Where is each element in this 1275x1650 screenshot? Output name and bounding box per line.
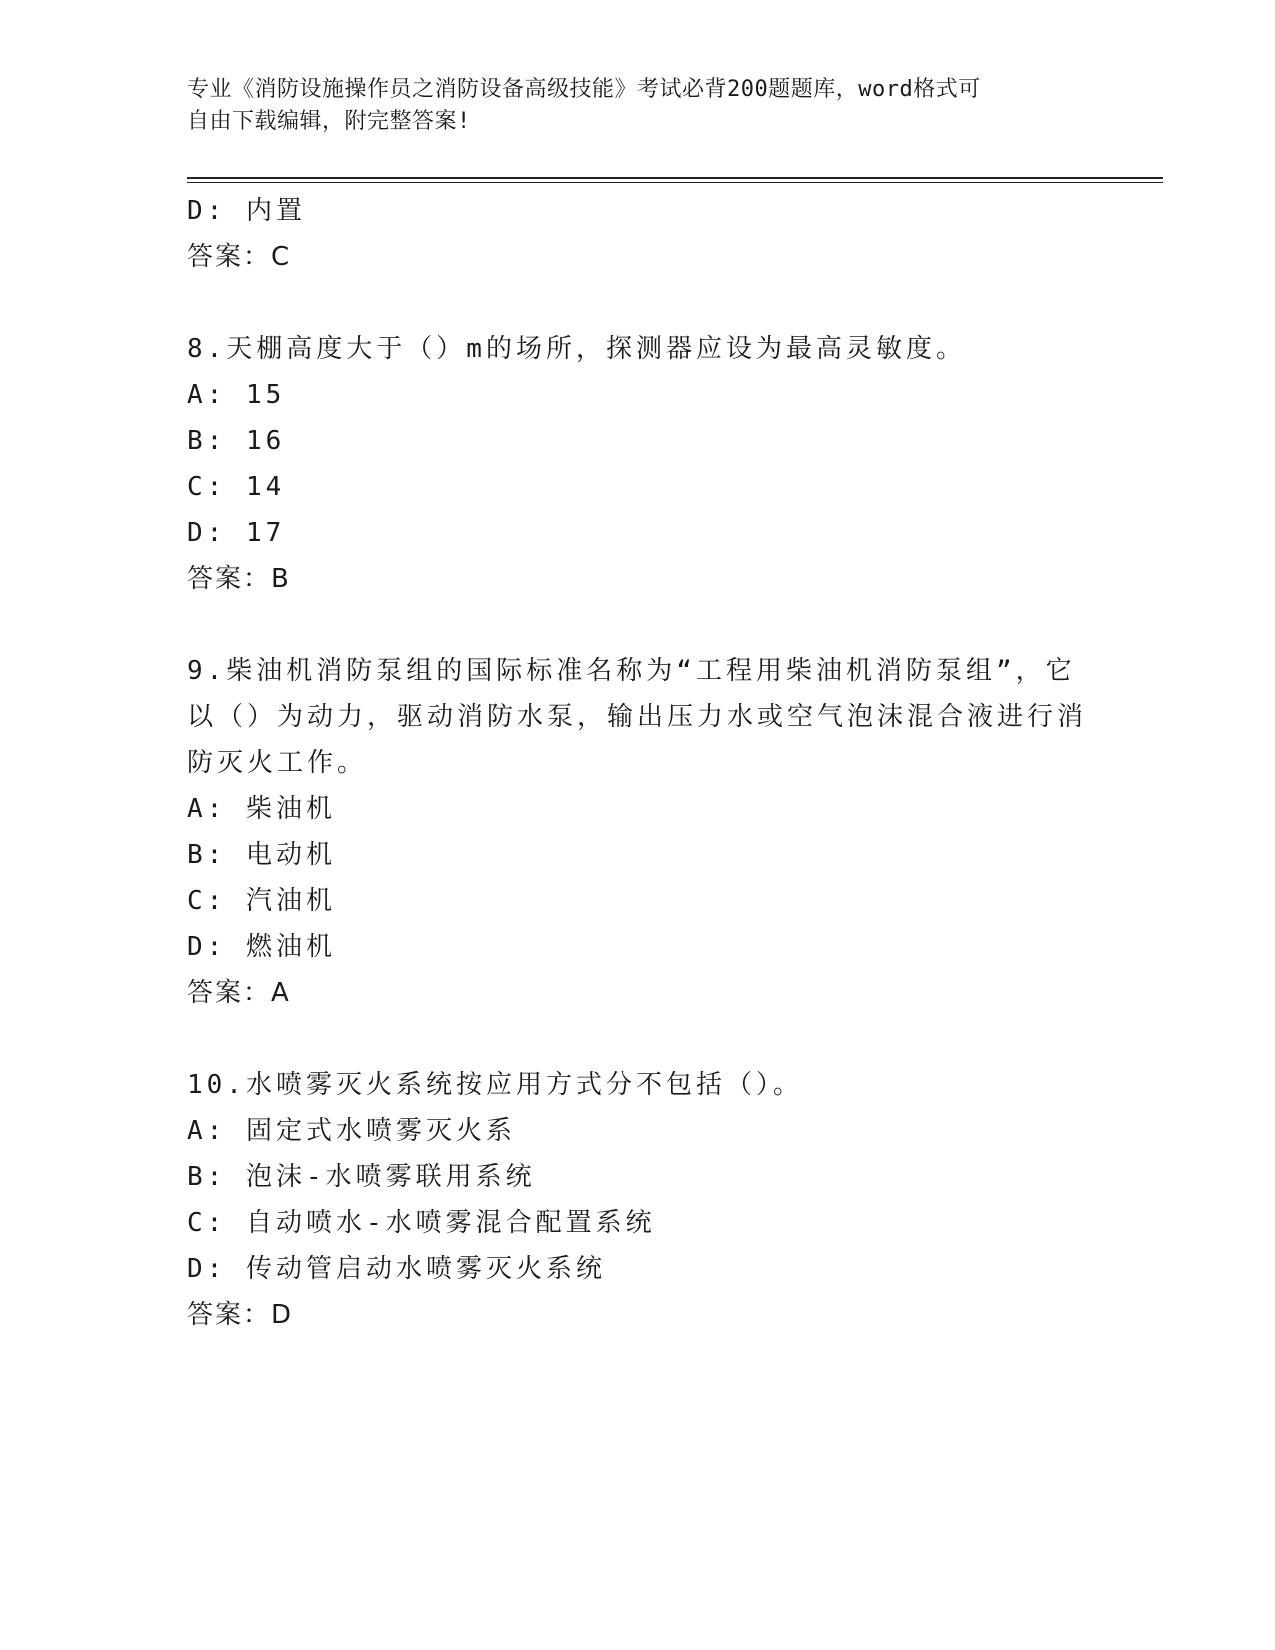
question-10 bbox=[187, 1062, 1067, 1338]
question-stem-line-1: 9.柴油机消防泵组的国际标准名称为“工程用柴油机消防泵组”，它 bbox=[187, 656, 1076, 686]
answer: 答案：C bbox=[187, 242, 292, 272]
document-body bbox=[187, 188, 1088, 1338]
option-b: B: 16 bbox=[187, 426, 286, 456]
option-d: D: 传动管启动水喷雾灭火系统 bbox=[187, 1254, 606, 1284]
option-d: D: 内置 bbox=[187, 196, 306, 226]
option-b: B: 电动机 bbox=[187, 840, 336, 870]
answer: 答案：A bbox=[187, 978, 291, 1008]
header-line-1: 专业《消防设施操作员之消防设备高级技能》考试必背200题题库，word格式可 bbox=[187, 77, 981, 102]
option-a: A: 15 bbox=[187, 380, 286, 410]
previous-question-tail bbox=[187, 188, 1067, 280]
question-stem-line-2: 以（）为动力，驱动消防水泵，输出压力水或空气泡沫混合液进行消 bbox=[187, 702, 1088, 732]
option-a: A: 固定式水喷雾灭火系 bbox=[187, 1116, 516, 1146]
option-a: A: 柴油机 bbox=[187, 794, 336, 824]
answer: 答案：D bbox=[187, 1300, 294, 1330]
header-divider-thin bbox=[187, 182, 1163, 183]
answer: 答案：B bbox=[187, 564, 291, 594]
option-d: D: 燃油机 bbox=[187, 932, 336, 962]
header-line-2: 自由下载编辑，附完整答案! bbox=[187, 109, 471, 134]
question-stem: 10.水喷雾灭火系统按应用方式分不包括（）。 bbox=[187, 1070, 803, 1100]
question-stem-line-3: 防灭火工作。 bbox=[187, 748, 368, 778]
question-8 bbox=[187, 326, 1067, 602]
header-divider-thick bbox=[187, 177, 1163, 179]
option-c: C: 14 bbox=[187, 472, 286, 502]
option-d: D: 17 bbox=[187, 518, 286, 548]
question-9 bbox=[187, 648, 1088, 1016]
option-c: C: 自动喷水-水喷雾混合配置系统 bbox=[187, 1208, 656, 1238]
option-b: B: 泡沫-水喷雾联用系统 bbox=[187, 1162, 536, 1192]
question-stem: 8.天棚高度大于（）m的场所，探测器应设为最高灵敏度。 bbox=[187, 334, 966, 364]
option-c: C: 汽油机 bbox=[187, 886, 336, 916]
document-header bbox=[187, 74, 1067, 138]
